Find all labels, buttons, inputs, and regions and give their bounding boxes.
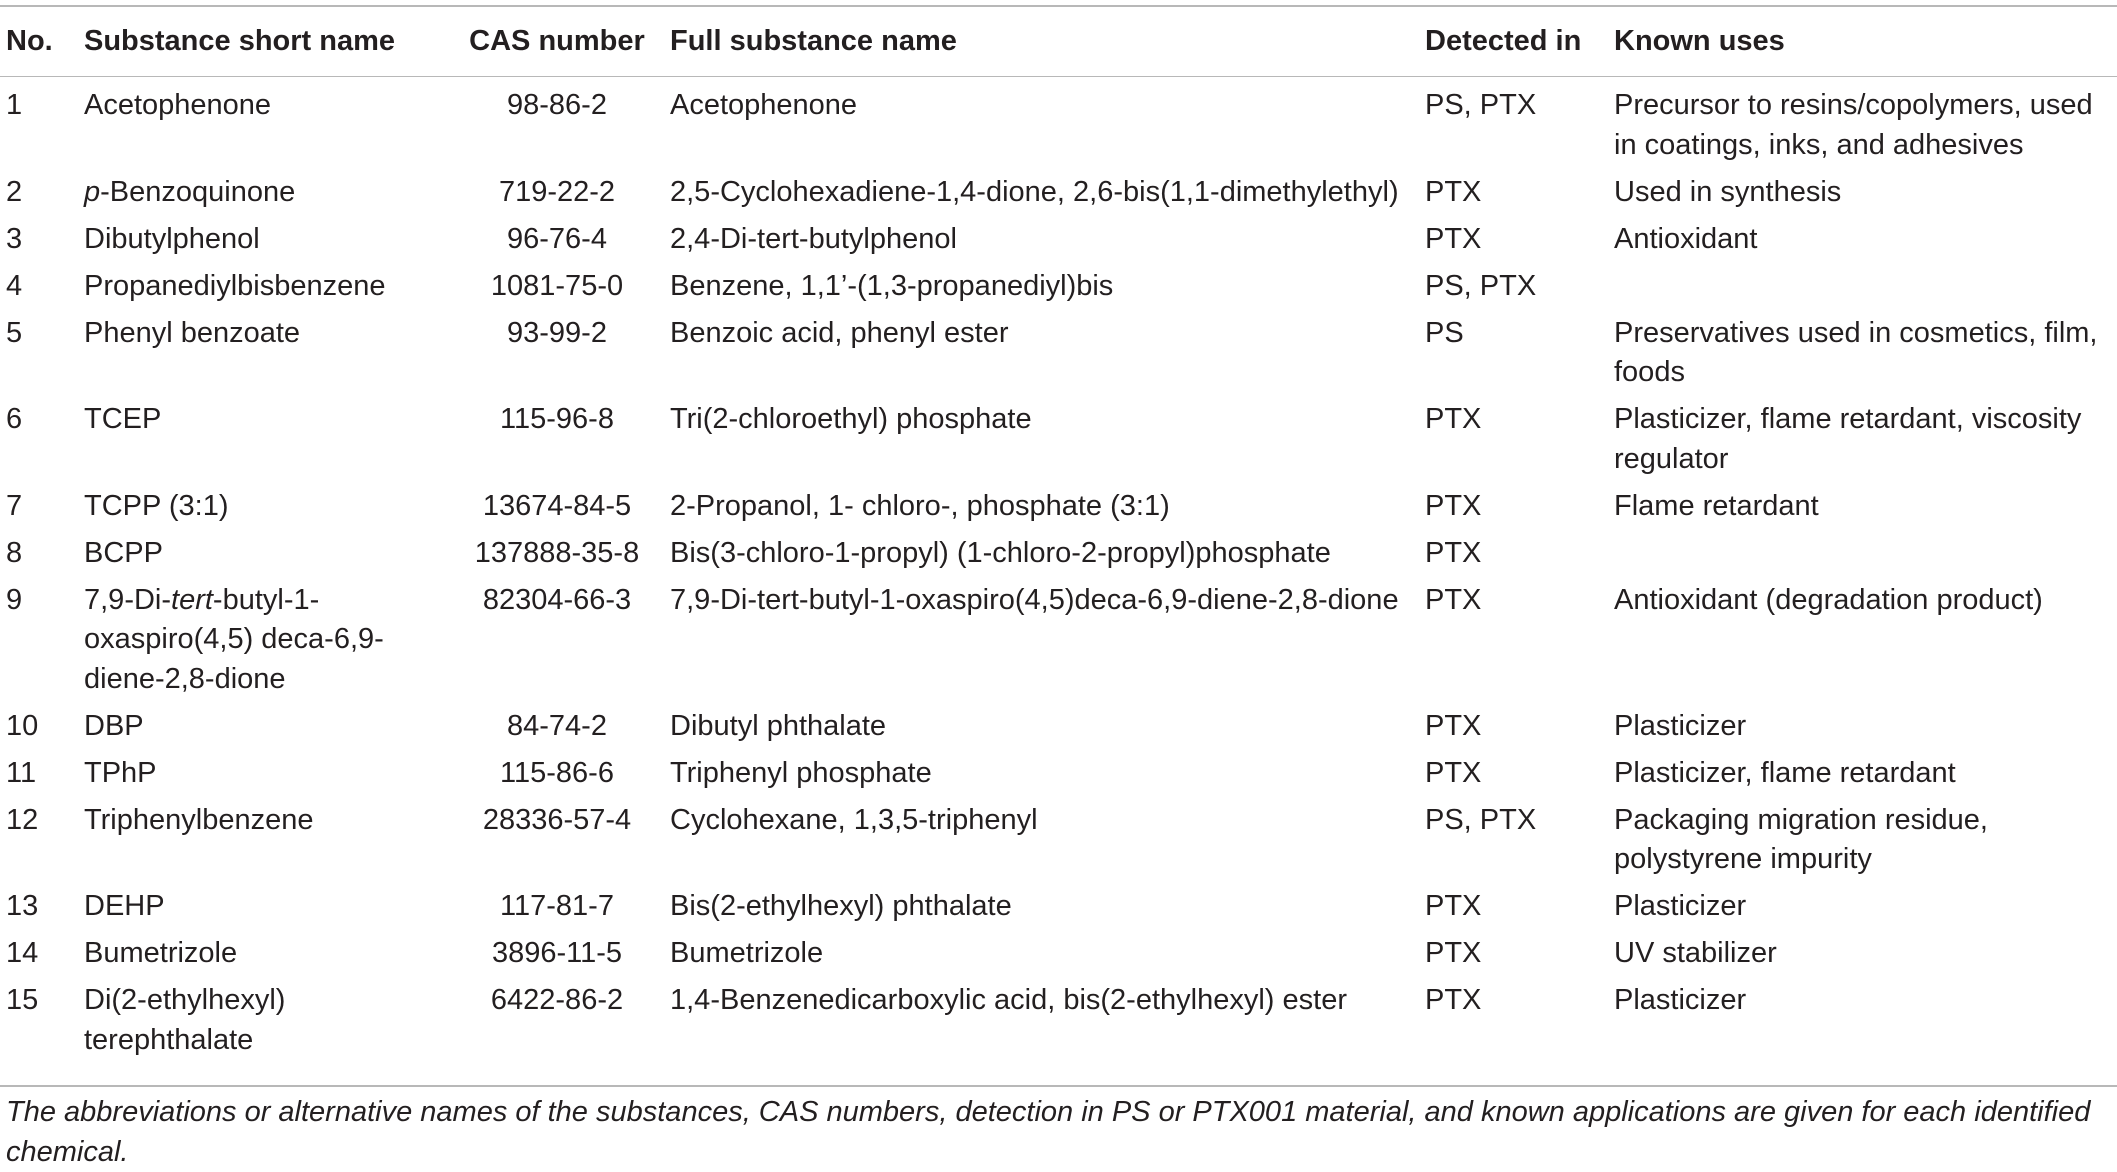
cell-full-name: Cyclohexane, 1,3,5-triphenyl [670,803,1038,836]
cell-known-uses: Packaging migration residue, polystyrene impurity [1614,803,1988,875]
short-name-suffix: DBP [84,709,144,742]
cell-full-name: 2,4-Di-tert-butylphenol [670,222,957,255]
cell-full-name: Bis(3-chloro-1-propyl) (1-chloro-2-propyl)phosphate [670,536,1331,569]
header-row [0,15,2117,68]
cell-short-name [84,267,450,314]
cell-cas: 84-74-2 [507,709,607,742]
cell-detected-in: PTX [1425,709,1482,742]
table-row [0,314,2117,401]
cell-short-name [84,534,450,581]
cell-detected-in: PTX [1425,175,1482,208]
cell-known-uses: Plasticizer [1614,890,1747,922]
cell-no: 13 [6,890,39,922]
header-cas: CAS number [469,25,645,57]
substances-table [0,15,2117,1068]
cell-detected-in: PTX [1425,403,1482,435]
table-row [0,267,2117,314]
header-full-name: Full substance name [670,25,957,57]
cell-no: 1 [6,89,23,121]
short-name-italic: tert [171,583,213,616]
cell-no: 15 [6,984,39,1016]
short-name-suffix: Propanediylbisbenzene [84,269,386,302]
table-row [0,534,2117,581]
cell-known-uses [1610,534,2117,581]
table-row [0,487,2117,534]
cell-cas: 93-99-2 [507,316,607,349]
cell-cas: 115-96-8 [500,403,614,435]
cell-detected-in: PTX [1425,489,1482,522]
cell-short-name [84,220,450,267]
cell-known-uses: Plasticizer [1614,984,1747,1016]
cell-known-uses: Plasticizer [1614,709,1747,742]
top-rule [0,5,2117,7]
cell-detected-in: PTX [1425,756,1482,789]
table-row [0,173,2117,220]
table-row [0,981,2117,1068]
cell-short-name [84,400,450,487]
cell-short-name [84,981,450,1068]
table-row [0,400,2117,487]
cell-short-name [84,934,450,981]
cell-detected-in: PTX [1425,984,1482,1016]
cell-cas: 137888-35-8 [474,536,640,569]
cell-detected-in: PTX [1425,890,1482,922]
cell-full-name: Bumetrizole [670,937,824,969]
header-detected-in: Detected in [1425,25,1582,57]
short-name-suffix: -Benzoquinone [100,175,296,208]
cell-full-name: Dibutyl phthalate [670,709,887,742]
cell-known-uses: Antioxidant (degradation product) [1614,583,2043,616]
cell-known-uses: Flame retardant [1614,489,1819,522]
cell-full-name: Triphenyl phosphate [670,756,932,789]
cell-full-name: 1,4-Benzenedicarboxylic acid, bis(2-ethylhexyl) ester [670,984,1347,1016]
cell-no: 11 [6,756,37,789]
cell-no: 12 [6,803,39,836]
cell-known-uses: Plasticizer, flame retardant [1614,756,1956,789]
header-known-uses: Known uses [1614,25,1785,57]
cell-detected-in: PS, PTX [1425,803,1537,836]
cell-cas: 98-86-2 [507,89,607,121]
table-row [0,887,2117,934]
cell-short-name [84,173,450,220]
short-name-suffix: Dibutylphenol [84,222,260,255]
cell-detected-in: PS, PTX [1425,269,1537,302]
cell-no: 5 [6,316,23,349]
cell-cas: 28336-57-4 [482,803,632,836]
cell-short-name [84,801,450,888]
cell-no: 2 [6,175,23,208]
cell-full-name: Benzene, 1,1’-(1,3-propanediyl)bis [670,269,1114,302]
cell-known-uses: Antioxidant [1614,222,1758,255]
short-name-suffix: -butyl-1-oxaspiro(4,5) deca-6,9-diene-2,8-dione [84,583,384,695]
header-short-name: Substance short name [84,25,396,57]
table-row [0,220,2117,267]
cell-short-name [84,754,450,801]
short-name-suffix: Triphenylbenzene [84,803,314,836]
cell-full-name: Benzoic acid, phenyl ester [670,316,1009,349]
cell-detected-in: PTX [1425,583,1482,616]
cell-known-uses: UV stabilizer [1614,937,1777,969]
cell-no: 3 [6,222,23,255]
cell-full-name: 2,5-Cyclohexadiene-1,4-dione, 2,6-bis(1,1-dimethylethyl) [670,175,1399,208]
cell-known-uses: Precursor to resins/copolymers, used in coatings, inks, and adhesives [1614,89,2093,161]
cell-cas: 719-22-2 [498,175,616,208]
short-name-suffix: DEHP [84,890,165,922]
table-row [0,68,2117,173]
cell-short-name [84,707,450,754]
cell-no: 6 [6,403,23,435]
cell-known-uses: Used in synthesis [1614,175,1842,208]
cell-cas: 1081-75-0 [490,269,624,302]
cell-short-name [84,581,450,707]
table-row [0,934,2117,981]
cell-cas: 82304-66-3 [482,583,632,616]
cell-cas: 115-86-6 [500,756,614,789]
cell-no: 8 [6,536,23,569]
cell-known-uses: Preservatives used in cosmetics, film, foods [1614,316,2098,388]
short-name-suffix: Di(2-ethylhexyl) terephthalate [84,984,286,1056]
table-row [0,707,2117,754]
cell-no: 14 [6,937,39,969]
short-name-prefix: 7,9-Di- [84,583,172,616]
table-row [0,581,2117,707]
header-no: No. [6,25,53,57]
short-name-suffix: Phenyl benzoate [84,316,301,349]
cell-no: 4 [6,269,23,302]
cell-detected-in: PS, PTX [1425,89,1537,121]
cell-short-name [84,314,450,401]
short-name-suffix: Acetophenone [84,89,272,121]
bottom-rule [0,1085,2117,1087]
cell-detected-in: PTX [1425,937,1482,969]
cell-no: 9 [6,583,23,616]
short-name-suffix: TCEP [84,403,162,435]
table-row [0,801,2117,888]
table-row [0,754,2117,801]
table-footnote: The abbreviations or alternative names of the substances, CAS numbers, detection in PS or PTX001 material, and known applications are given for each identified chemical. [6,1096,2091,1168]
cell-short-name [84,487,450,534]
cell-detected-in: PTX [1425,222,1482,255]
cell-no: 7 [6,489,23,522]
cell-detected-in: PS [1425,316,1464,349]
short-name-suffix: TPhP [84,756,157,789]
cell-known-uses [1610,267,2117,314]
short-name-italic: p [84,175,101,208]
short-name-suffix: BCPP [84,536,163,569]
cell-cas: 117-81-7 [500,890,614,922]
cell-short-name [84,887,450,934]
cell-full-name: 2-Propanol, 1- chloro-, phosphate (3:1) [670,489,1170,522]
cell-detected-in: PTX [1425,536,1482,569]
cell-short-name [84,68,450,173]
cell-full-name: Acetophenone [670,89,858,121]
cell-no: 10 [6,709,39,742]
cell-cas: 3896-11-5 [491,937,623,969]
cell-cas: 13674-84-5 [482,489,632,522]
cell-full-name: 7,9-Di-tert-butyl-1-oxaspiro(4,5)deca-6,9-diene-2,8-dione [670,583,1399,616]
cell-cas: 6422-86-2 [490,984,624,1016]
cell-known-uses: Plasticizer, flame retardant, viscosity regulator [1614,403,2082,475]
cell-cas: 96-76-4 [507,222,607,255]
cell-full-name: Tri(2-chloroethyl) phosphate [670,403,1032,435]
cell-full-name: Bis(2-ethylhexyl) phthalate [670,890,1012,922]
short-name-suffix: Bumetrizole [84,937,238,969]
short-name-suffix: TCPP (3:1) [84,489,229,522]
table-body [0,68,2117,1068]
